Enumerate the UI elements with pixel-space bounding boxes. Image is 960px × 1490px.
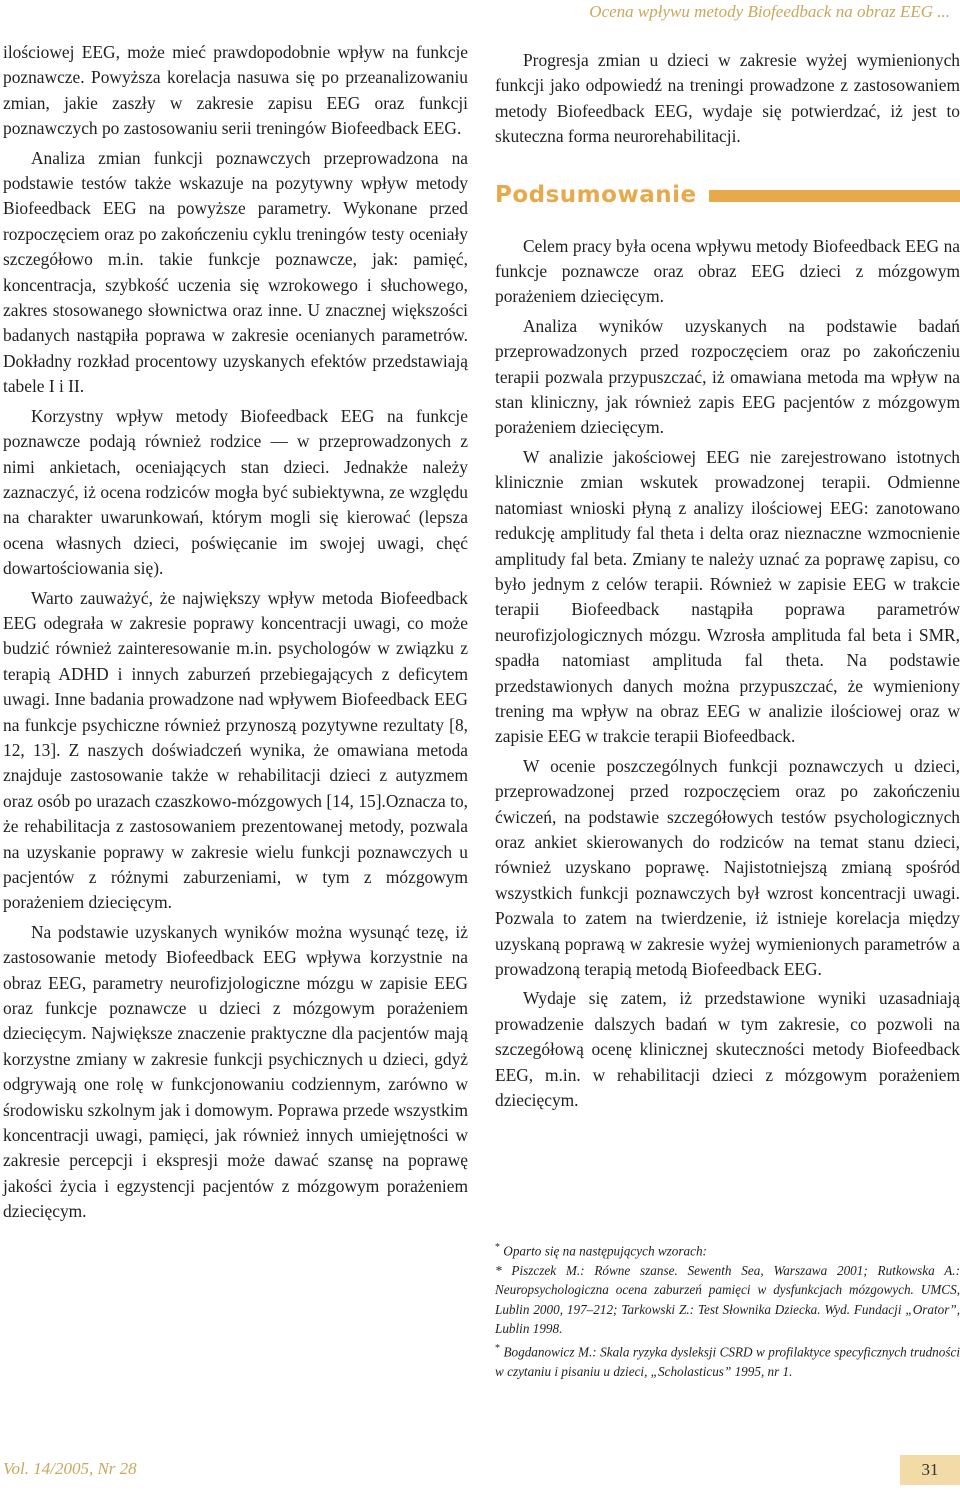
footnote-1 <box>495 1238 960 1261</box>
journal-reference: Vol. 14/2005, Nr 28 <box>3 1459 137 1478</box>
section-title: Podsumowanie <box>495 181 697 208</box>
footnote-marker: * <box>495 1242 500 1253</box>
running-header: Ocena wpływu metody Biofeedback na obraz EEG ... <box>589 2 950 21</box>
footnote-text: Oparto się na następujących wzorach: <box>503 1243 707 1259</box>
body-paragraph: Wydaje się zatem, iż przedstawione wyniki uzasadniają prowadzenie dalszych badań w tym zakresie, co pozwoli na szczegółową ocenę klinicznej skuteczności metody Biofeedback EEG, m.in. w rehabilitacji dzieci z mózgowym porażeniem dziecięcym. <box>495 988 960 1111</box>
page-number-box <box>900 1455 960 1485</box>
body-paragraph: Analiza wyników uzyskanych na podstawie badań przeprowadzonych przed rozpoczęciem oraz po zakończeniu terapii pozwala przypuszczać, iż omawiana metoda ma wpływ na stan kliniczny, jak również zapis EEG pacjentów z mózgowym porażeniem dziecięcym. <box>495 315 960 438</box>
body-paragraph: W analizie jakościowej EEG nie zarejestrowano istotnych klinicznie zmian wskutek prowadzonej terapii. Odmienne natomiast wnioski płyną z analizy ilościowej EEG: zanotowano redukcję amplitudy fal theta i delta oraz nieznaczne wzmocnienie amplitudy fal beta. Zmiany te należy uznać za poprawę zapisu, co było jednym z celów terapii. Również w zapisie EEG w trakcie terapii Biofeedback nastąpiła poprawa parametrów neurofizjologicznych mózgu. Wzrosła amplituda fal beta i SMR, spadła natomiast amplituda fal theta. Na podstawie przedstawionych danych można przypuszczać, że wymieniony trening ma wpływ na obraz EEG w analizie ilościowej oraz w zapisie EEG w trakcie terapii Biofeedback. <box>495 446 960 747</box>
section-heading <box>495 180 960 212</box>
body-paragraph: Korzystny wpływ metody Biofeedback EEG na funkcje poznawcze podają również rodzice — w przeprowadzonych z nimi ankietach, oceniających stan dzieci. Jednakże należy zaznaczyć, iż ocena rodziców mogła być subiektywna, ze względu na charakter uwarunkowań, którym mogli się kierować (lepsza ocena własnych dzieci, poświęcanie im swojej uwagi, chęć dowartościowania się). <box>3 405 468 579</box>
body-paragraph: Na podstawie uzyskanych wyników można wysunąć tezę, iż zastosowanie metody Biofeedback EEG wpływa korzystnie na obraz EEG, parametry neurofizjologiczne mózgu w zapisie EEG oraz funkcje poznawcze u dzieci z mózgowym porażeniem dziecięcym. Największe znaczenie praktyczne dla pacjentów mają korzystne zmiany w zakresie funkcji psychicznych u dzieci, gdyż odgrywają one rolę w funkcjonowaniu codziennym, zarówno w środowisku szkolnym jak i domowym. Poprawa przede wszystkim koncentracji uwagi, pamięci, jak również innych umiejętności w zakresie percepcji i ekspresji może dawać szansę na poprawę jakości życia i egzystencji pacjentów z mózgowym porażeniem dziecięcym. <box>3 921 468 1222</box>
body-paragraph: Progresja zmian u dzieci w zakresie wyżej wymienionych funkcji jako odpowiedź na treningi prowadzone z zastosowaniem metody Biofeedback EEG, wydaje się potwierdzać, iż jest to skuteczna forma neurorehabilitacji. <box>495 50 960 147</box>
body-paragraph: Celem pracy była ocena wpływu metody Biofeedback EEG na funkcje poznawcze oraz obraz EEG dzieci z mózgowym porażeniem dziecięcym. <box>495 235 960 307</box>
footnotes <box>495 1238 960 1381</box>
heading-rule <box>709 190 960 202</box>
footnote-text: Bogdanowicz M.: Skala ryzyka dysleksji CSRD w profilaktyce specyficznych trudności w czytaniu i pisaniu u dzieci, „Scholasticus” 1995, nr 1. <box>495 1344 960 1379</box>
body-paragraph: W ocenie poszczególnych funkcji poznawczych u dzieci, przeprowadzonej przed rozpoczęciem oraz po zakończeniu ćwiczeń, na podstawie szczegółowych testów psychologicznych oraz ankiet skierowanych do rodziców na temat stanu dzieci, również uzyskano poprawę. Najistotniejszą zmianą spośród wszystkich funkcji poznawczych był wzrost koncentracji uwagi. Pozwala to zatem na twierdzenie, iż istnieje korelacja między uzyskaną poprawą w zakresie wyżej wymienionych parametrów a prowadzoną terapią metodą Biofeedback EEG. <box>495 755 960 979</box>
footnote-3 <box>495 1339 960 1381</box>
body-paragraph: ilościowej EEG, może mieć prawdopodobnie wpływ na funkcje poznawcze. Powyższa korelacja nasuwa się po przeanalizowaniu zmian, jakie zaszły w zakresie zapisu EEG oraz funkcji poznawczych po zastosowaniu serii treningów Biofeedback EEG. <box>3 42 468 139</box>
footnote-2: * Piszczek M.: Równe szanse. Sewenth Sea, Warszawa 2001; Rutkowska A.: Neuropsychologiczna ocena zaburzeń pamięci w dysfunkcjach mózgowych. UMCS, Lublin 2000, 197–212; Tarkowski Z.: Test Słownika Dziecka. Wyd. Fundacji „Orator”, Lublin 1998. <box>495 1262 960 1337</box>
left-column <box>3 40 468 1225</box>
footnote-marker: * <box>495 1342 500 1354</box>
right-column <box>495 48 960 1113</box>
body-paragraph: Warto zauważyć, że największy wpływ metoda Biofeedback EEG odegrała w zakresie poprawy koncentracji uwagi, co może budzić również zainteresowanie m.in. psychologów w związku z terapią ADHD i innych zaburzeń przebiegających z deficytem uwagi. Inne badania prowadzone nad wpływem Biofeedback EEG na funkcje psychiczne również przynoszą pozytywne rezultaty [8, 12, 13]. Z naszych doświadczeń wynika, że omawiana metoda znajduje zastosowanie także w rehabilitacji dzieci z autyzmem oraz osób po urazach czaszkowo-mózgowych [14, 15].Oznacza to, że rehabilitacja z zastosowaniem prezentowanej metody, pozwala na uzyskanie poprawy w zakresie wielu funkcji poznawczych u pacjentów z różnymi zaburzeniami, w tym z mózgowym porażeniem dziecięcym. <box>3 587 468 913</box>
page-number: 31 <box>921 1460 939 1479</box>
body-paragraph: Analiza zmian funkcji poznawczych przeprowadzona na podstawie testów także wskazuje na pozytywny wpływ metody Biofeedback EEG na powyższe parametry. Wykonane przed rozpoczęciem oraz po zakończeniu cyklu treningów testy oceniały szczegółowo m.in. takie funkcje poznawcze, jak: pamięć, koncentracja, szybkość uczenia się wzrokowego i słuchowego, zakres stosowanego słownictwa oraz inne. U znacznej większości badanych nastąpiła poprawa w zakresie ocenianych parametrów. Dokładny rozkład procentowy uzyskanych efektów przedstawiają tabele I i II. <box>3 147 468 397</box>
